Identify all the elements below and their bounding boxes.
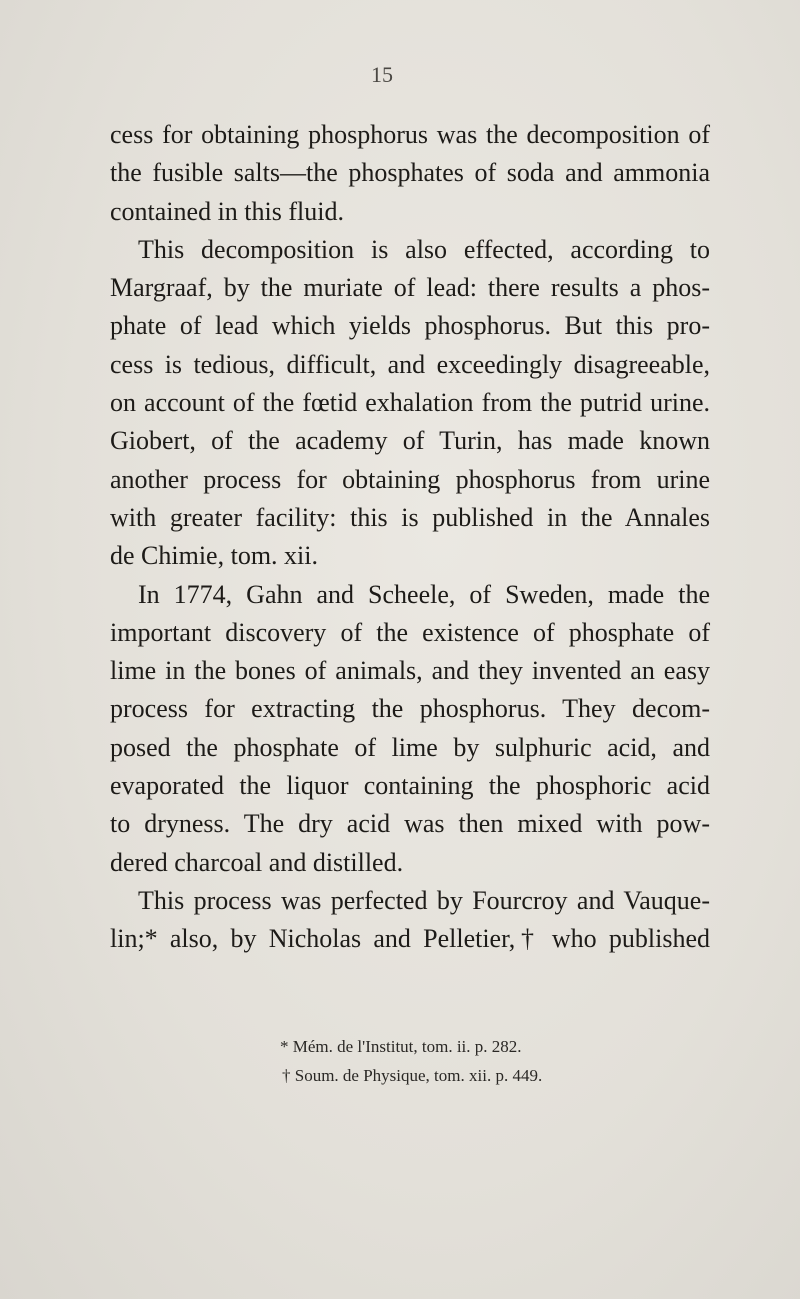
text-line: In 1774, Gahn and Scheele, of Sweden, made the: [138, 579, 710, 609]
text-line: Giobert, of the academy of Turin, has made known: [110, 426, 710, 456]
text-line: phate of lead which yields phosphorus. But this pro-: [110, 311, 710, 341]
text-line: evaporated the liquor containing the phosphoric acid: [110, 771, 710, 801]
text-line: de Chimie, tom. xii.: [110, 541, 318, 571]
text-line: important discovery of the existence of phosphate of: [110, 617, 710, 647]
page-number: 15: [371, 62, 393, 87]
text-line: on account of the fœtid exhalation from the putrid urine.: [110, 388, 710, 418]
text-line: posed the phosphate of lime by sulphuric acid, and: [110, 732, 710, 762]
text-line: This decomposition is also effected, according to: [138, 234, 710, 264]
text-line: Margraaf, by the muriate of lead: there results a phos-: [110, 273, 710, 303]
text-line: cess for obtaining phosphorus was the decomposition of: [110, 120, 710, 149]
text-line: cess is tedious, difficult, and exceedingly disagreeable,: [110, 349, 710, 379]
text-line: process for extracting the phosphorus. They decom-: [110, 694, 710, 724]
footnote: † Soum. de Physique, tom. xii. p. 449.: [282, 1066, 543, 1085]
text-line: with greater facility: this is published in the Annales: [110, 502, 710, 532]
text-line: This process was perfected by Fourcroy and Vauque-: [138, 885, 710, 915]
text-line: lime in the bones of animals, and they invented an easy: [110, 656, 710, 686]
text-line: another process for obtaining phosphorus from urine: [110, 464, 710, 494]
text-line: to dryness. The dry acid was then mixed with pow-: [110, 809, 710, 839]
text-line: dered charcoal and distilled.: [110, 847, 404, 877]
footnote: * Mém. de l'Institut, tom. ii. p. 282.: [280, 1037, 522, 1056]
text-line: the fusible salts—the phosphates of soda and ammonia: [110, 158, 710, 188]
text-line: contained in this fluid.: [110, 196, 344, 226]
text-line: lin;* also, by Nicholas and Pelletier,† who published: [110, 924, 710, 954]
body-text: [110, 116, 710, 959]
